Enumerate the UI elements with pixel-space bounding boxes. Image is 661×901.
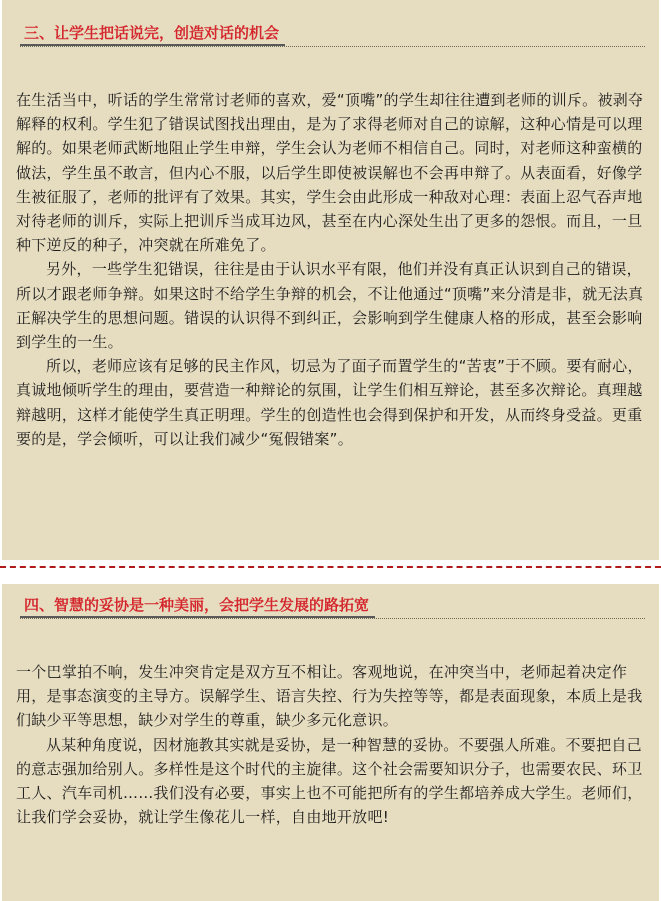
- section-3-paragraph-3: 所以，老师应该有足够的民主作风，切忌为了面子而置学生的“苦衷”于不顾。要有耐心，真诚地倾听学生的理由，要营造一种辩论的氛围，让学生们相互辩论，甚至多次辩论。真理越辩越明，这样才能使学生真正明理。学生的创造性也会得到保护和开发，从而终身受益。更重要的是，学会倾听，可以让我们减少“冤假错案”。: [16, 357, 643, 448]
- section-3: [2, 0, 659, 560]
- section-4-paragraph-1: 一个巴掌拍不响，发生冲突肯定是双方互不相让。客观地说，在冲突当中，老师起着决定作用，是事态演变的主导方。误解学生、语言失控、行为失控等等，都是表面现象，本质上是我们缺少平等思想，缺少对学生的尊重，缺少多元化意识。: [16, 663, 643, 730]
- section-3-title-bar: [20, 22, 645, 47]
- section-divider: [0, 566, 661, 568]
- section-3-paragraph-1: 在生活当中，听话的学生常常讨老师的喜欢，爱“顶嘴”的学生却往往遭到老师的训斥。被剥夺解释的权利。学生犯了错误试图找出理由，是为了求得老师对自己的谅解，这种心情是可以理解的。如果老师武断地阻止学生申辩，学生会认为老师不相信自己。同时，对老师这种蛮横的做法，学生虽不敢言，但内心不服，以后学生即使被误解也不会再申辩了。从表面看，好像学生被征服了，老师的批评有了效果。其实，学生会由此形成一种敌对心理：表面上忍气吞声地对待老师的训斥，实际上把训斥当成耳边风，甚至在内心深处生出了更多的怨恨。而且，一旦种下逆反的种子，冲突就在所难免了。: [16, 91, 644, 255]
- section-4-title-bar: [20, 594, 645, 619]
- section-3-body: [16, 88, 646, 451]
- section-4-paragraph-2: 从某种角度说，因材施教其实就是妥协，是一种智慧的妥协。不要强人所难。不要把自己的意志强加给别人。多样性是这个时代的主旋律。这个社会需要知识分子，也需要农民、环卫工人、汽车司机……我们没有必要，事实上也不可能把所有的学生都培养成大学生。老师们，让我们学会妥协，就让学生像花儿一样，自由地开放吧!: [16, 735, 643, 827]
- section-4-body: [16, 660, 646, 829]
- section-3-paragraph-2: 另外，一些学生犯错误，往往是由于认识水平有限，他们并没有真正认识到自己的错误，所以才跟老师争辩。如果这时不给学生争辩的机会，不让他通过“顶嘴”来分清是非，就无法真正解决学生的思想问题。错误的认识得不到纠正，会影响到学生健康人格的形成，甚至会影响到学生的一生。: [16, 260, 644, 352]
- section-4-title: 四、智慧的妥协是一种美丽，会把学生发展的路拓宽: [20, 594, 375, 618]
- section-3-title: 三、让学生把话说完，创造对话的机会: [20, 22, 285, 46]
- section-4: [2, 584, 659, 901]
